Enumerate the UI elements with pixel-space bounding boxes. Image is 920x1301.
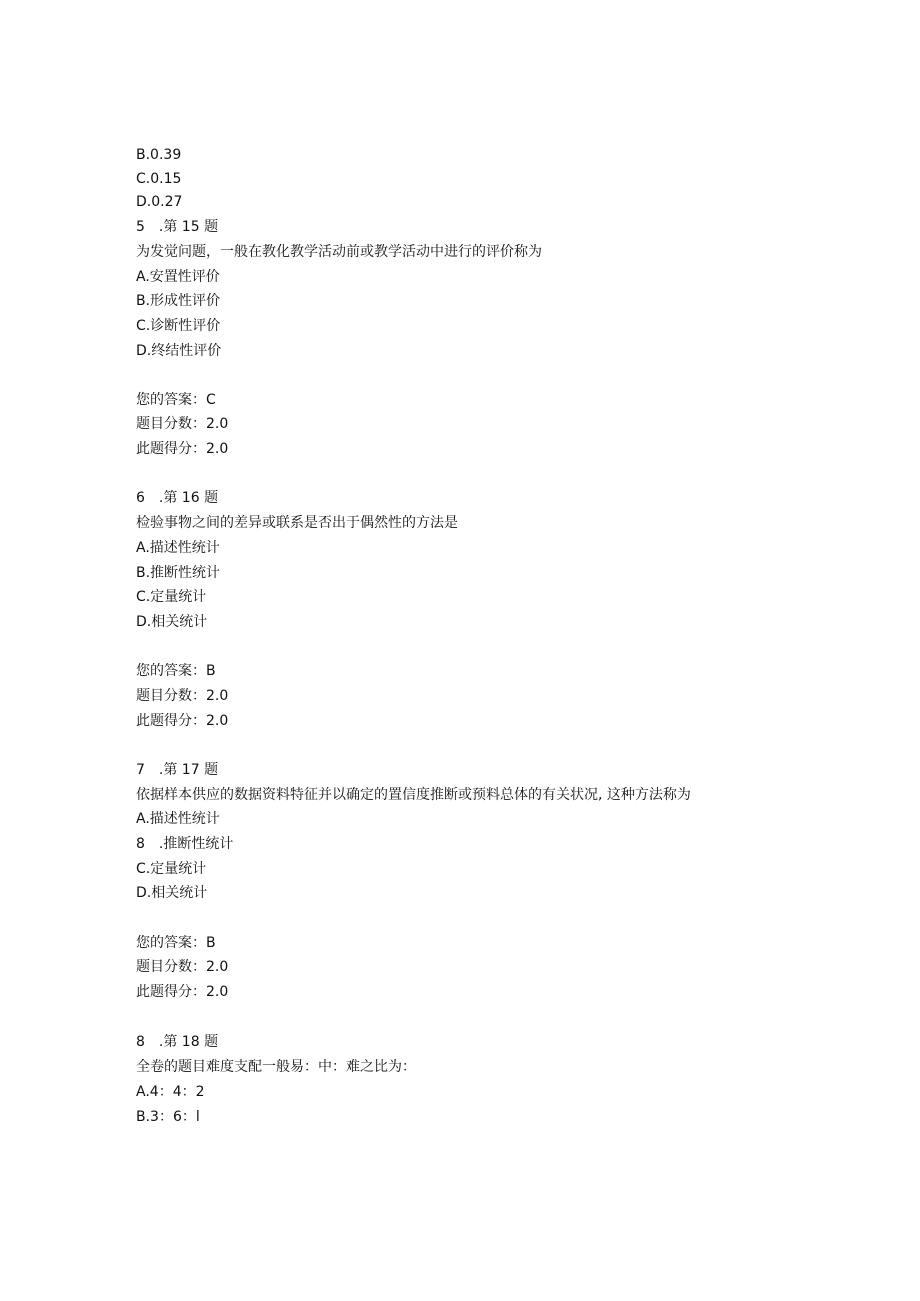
question-5-option-d: D.终结性评价 — [136, 343, 222, 359]
question-5-text: 为发觉问题，一般在教化教学活动前或教学活动中进行的评价称为 — [136, 244, 542, 260]
question-6-your-answer: 您的答案：B — [136, 663, 216, 679]
question-7-earned: 此题得分：2.0 — [136, 984, 229, 1000]
question-7-option-d: D.相关统计 — [136, 885, 208, 901]
question-6-text: 检验事物之间的差异或联系是否出于偶然性的方法是 — [136, 515, 458, 531]
question-7-heading: 7 .第 17 题 — [136, 762, 219, 778]
question-7-option-b: 8 .推断性统计 — [136, 836, 234, 852]
option-c-0-15: C.0.15 — [136, 171, 182, 187]
question-7-your-answer: 您的答案：B — [136, 935, 216, 951]
question-7-option-a: A.描述性统计 — [136, 811, 220, 827]
question-6-option-a: A.描述性统计 — [136, 540, 220, 556]
question-5-score: 题目分数：2.0 — [136, 416, 229, 432]
question-7-score: 题目分数：2.0 — [136, 959, 229, 975]
option-b-0-39: B.0.39 — [136, 147, 182, 163]
question-7-option-c: C.定量统计 — [136, 861, 207, 877]
question-8-option-a: A.4：4：2 — [136, 1084, 205, 1100]
question-6-option-c: C.定量统计 — [136, 589, 207, 605]
question-8-heading: 8 .第 18 题 — [136, 1034, 219, 1050]
question-5-option-a: A.安置性评价 — [136, 269, 220, 285]
question-6-earned: 此题得分：2.0 — [136, 713, 229, 729]
question-5-earned: 此题得分：2.0 — [136, 441, 229, 457]
question-5-heading: 5 .第 15 题 — [136, 219, 219, 235]
question-5-option-c: C.诊断性评价 — [136, 318, 221, 334]
question-6-option-b: B.推断性统计 — [136, 565, 221, 581]
question-8-option-b: B.3：6：l — [136, 1109, 200, 1125]
question-5-your-answer: 您的答案：C — [136, 392, 216, 408]
question-6-option-d: D.相关统计 — [136, 614, 208, 630]
question-5-option-b: B.形成性评价 — [136, 293, 221, 309]
question-6-score: 题目分数：2.0 — [136, 688, 229, 704]
question-6-heading: 6 .第 16 题 — [136, 490, 219, 506]
option-d-0-27: D.0.27 — [136, 194, 183, 210]
question-8-text: 全卷的题目难度支配一般易：中：难之比为： — [136, 1059, 416, 1075]
question-7-text: 依据样本供应的数据资料特征并以确定的置信度推断或预料总体的有关状况, 这种方法称为 — [136, 787, 691, 803]
